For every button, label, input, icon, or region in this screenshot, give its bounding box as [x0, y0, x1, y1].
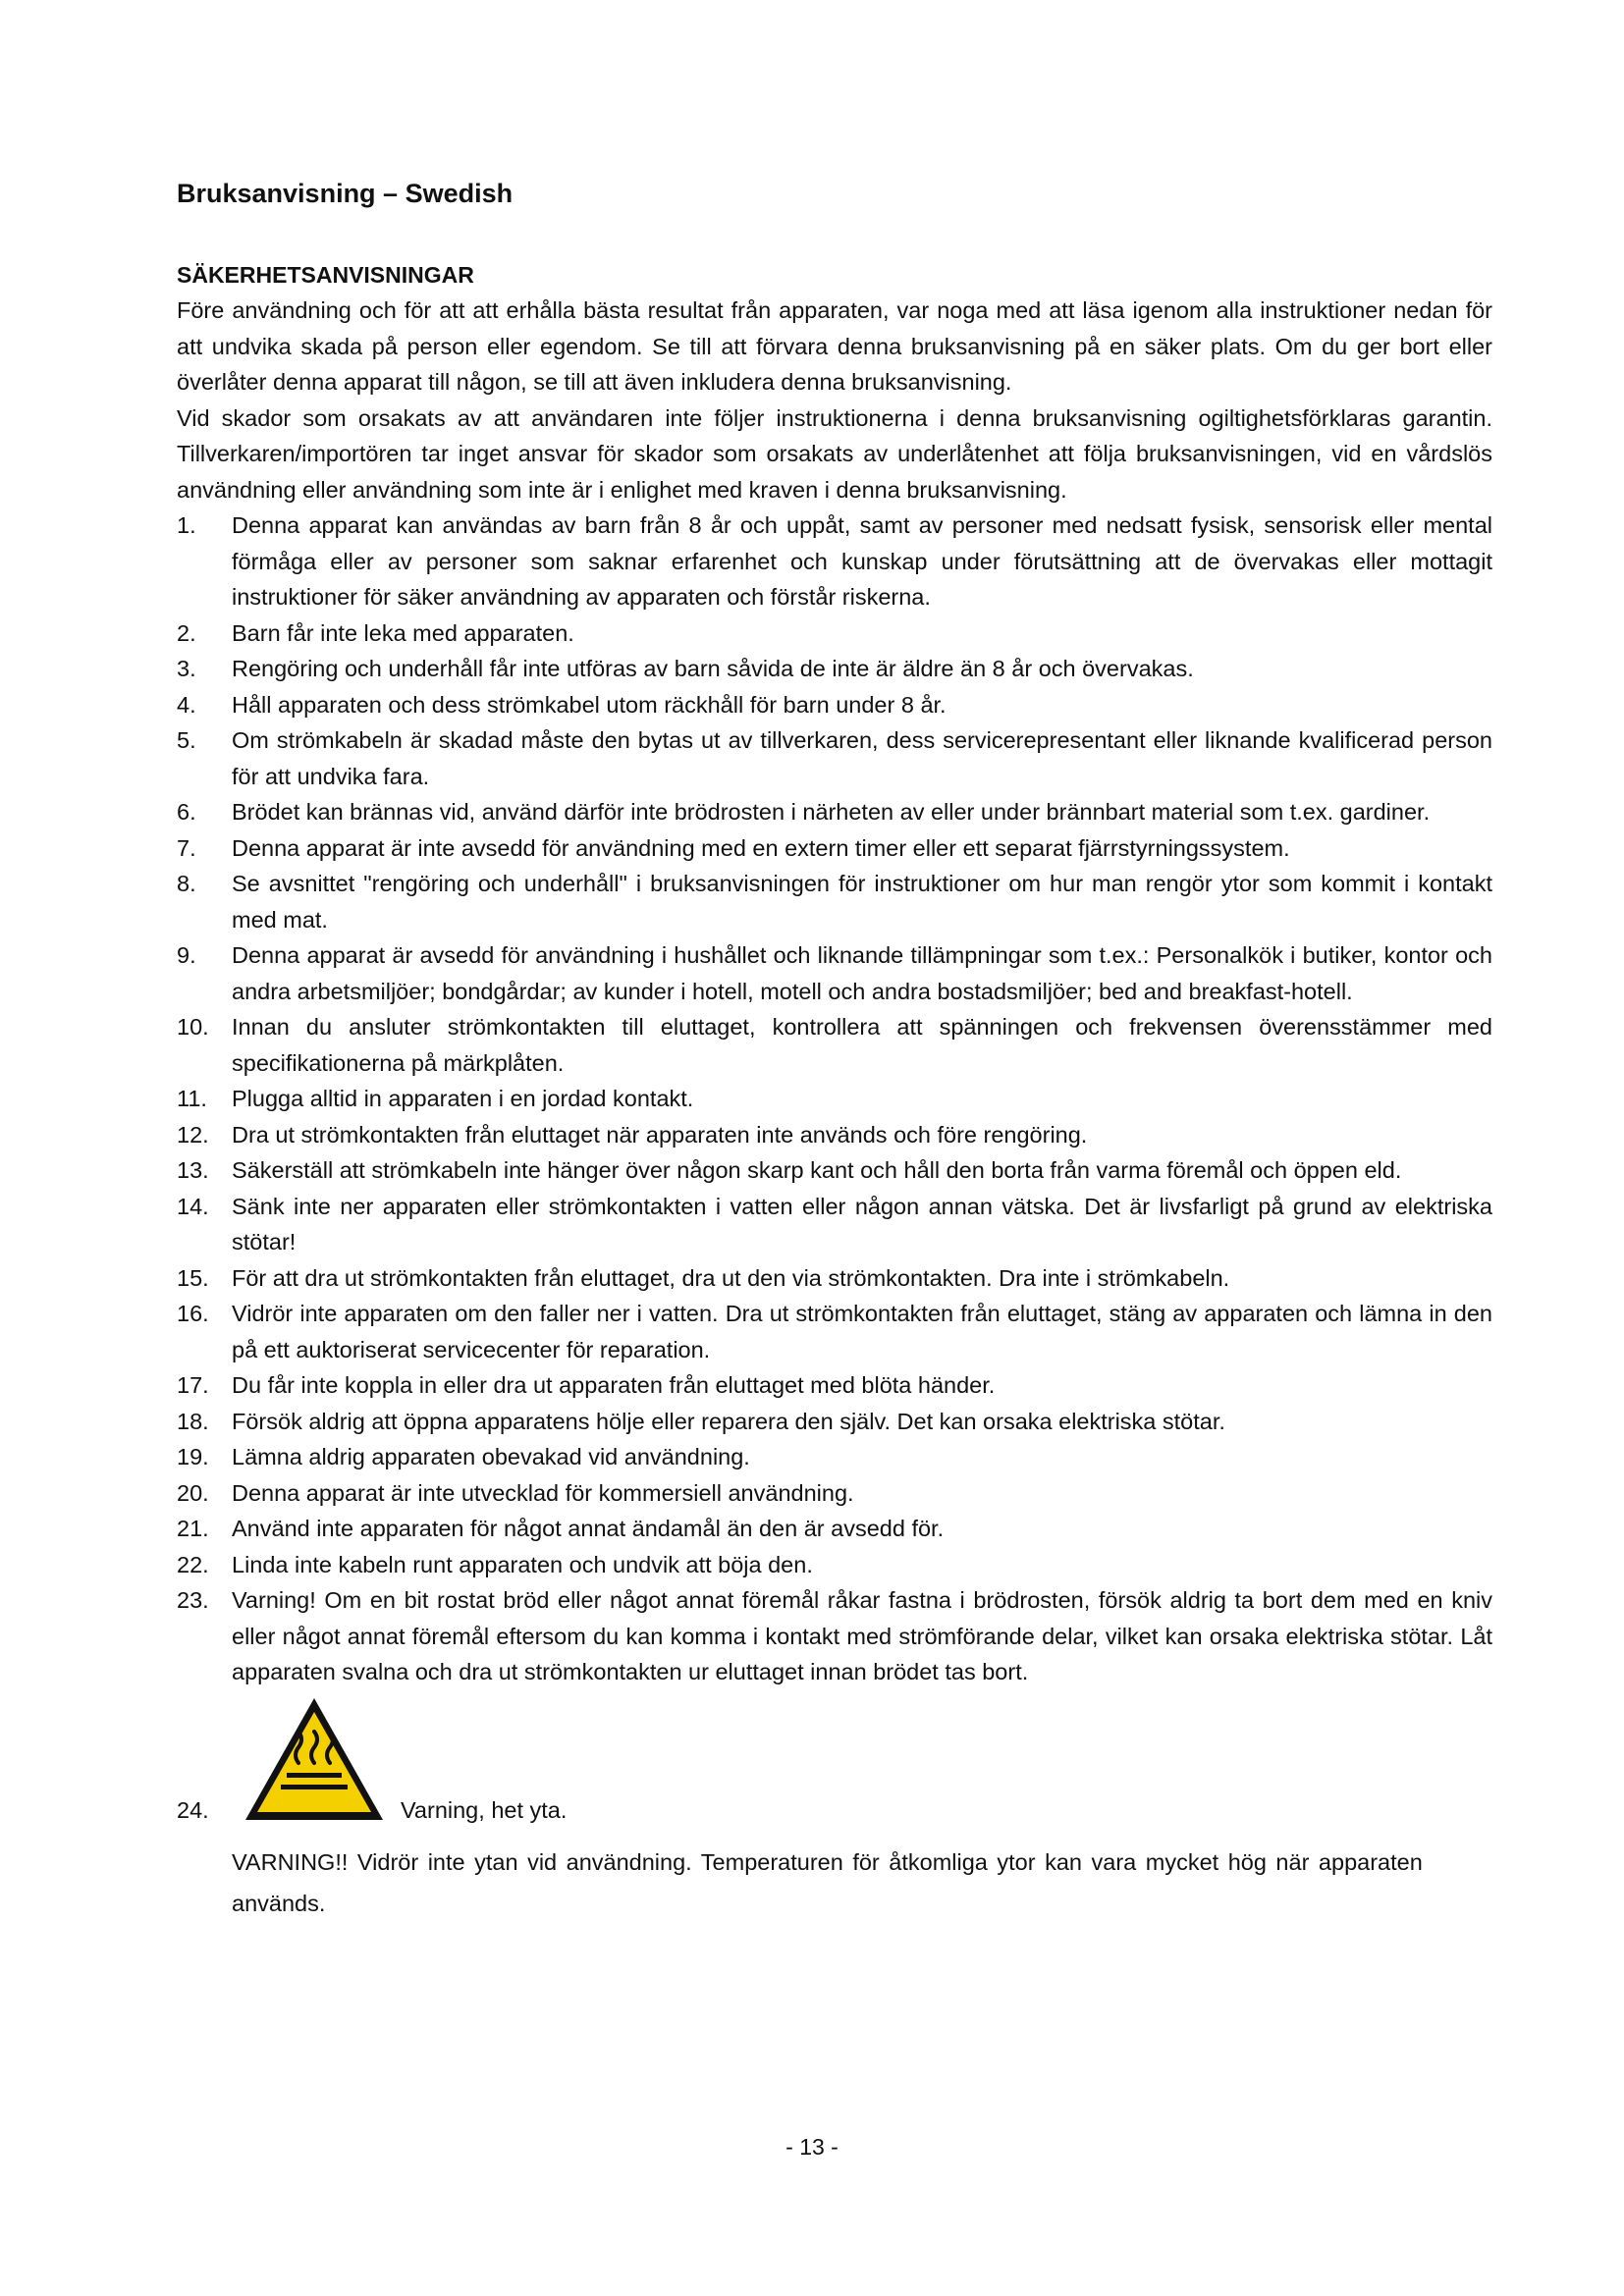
list-item-text: Barn får inte leka med apparaten. — [232, 619, 574, 646]
list-item-text: Säkerställ att strömkabeln inte hänger över någon skarp kant och håll den borta från varma föremål och öppen eld. — [232, 1157, 1402, 1183]
list-item-text: Lämna aldrig apparaten obevakad vid användning. — [232, 1444, 750, 1469]
list-item-number: 16. — [177, 1301, 209, 1326]
list-item-number: 13. — [177, 1157, 209, 1183]
list-item-text: Brödet kan brännas vid, använd därför inte brödrosten i närheten av eller under brännbart material som t.ex. gardiner. — [232, 799, 1431, 825]
list-item — [177, 866, 1492, 937]
section-heading: SÄKERHETSANVISNINGAR — [177, 262, 474, 288]
list-item-text: Rengöring och underhåll får inte utföras av barn såvida de inte är äldre än 8 år och övervakas. — [232, 656, 1194, 681]
list-item-text: Försök aldrig att öppna apparatens hölje eller reparera den själv. Det kan orsaka elektriska stötar. — [232, 1408, 1225, 1434]
warranty-paragraph: Vid skador som orsakats av att användaren inte följer instruktionerna i denna bruksanvisning ogiltighetsförklaras garantin. Tillverkaren/importören tar inget ansvar för skador som orsakats av underlåtenhet att följa bruksanvisningen, vid en vårdslös användning eller användning som inte är i enlighet med kraven i denna bruksanvisning. — [177, 404, 1492, 503]
list-item-text: Du får inte koppla in eller dra ut apparaten från eluttaget med blöta händer. — [232, 1372, 996, 1398]
list-item — [177, 507, 1492, 615]
list-item — [177, 830, 1492, 867]
list-item-number: 8. — [177, 871, 196, 896]
list-item — [177, 1296, 1492, 1367]
list-item-text: Innan du ansluter strömkontakten till eluttaget, kontrollera att spänningen och frekvensen överensstämmer med specifikationerna på märkplåten. — [232, 1014, 1492, 1076]
list-item — [177, 1081, 1492, 1117]
list-item-text: Om strömkabeln är skadad måste den bytas ut av tillverkaren, dess servicerepresentant eller liknande kvalificerad person för att undvika fara. — [232, 727, 1492, 789]
hot-surface-item — [177, 1694, 1492, 1832]
list-item-number: 2. — [177, 619, 196, 646]
document-title: Bruksanvisning – Swedish — [177, 179, 514, 208]
list-item-text: Varning! Om en bit rostat bröd eller något annat föremål råkar fastna i brödrosten, försök aldrig ta bort dem med en kniv eller något annat föremål eftersom du kan komma i kontakt med strömförande delar, vilket kan orsaka elektriska stötar. Låt apparaten svalna och dra ut strömkontakten ur eluttaget innan brödet tas bort. — [232, 1587, 1492, 1684]
list-item — [177, 1009, 1492, 1081]
list-item — [177, 651, 1492, 687]
list-item-number: 9. — [177, 942, 196, 968]
list-item-number: 23. — [177, 1587, 209, 1613]
hot-surface-warning-icon — [242, 1694, 387, 1824]
list-item-text: För att dra ut strömkontakten från eluttaget, dra ut den via strömkontakten. Dra inte i strömkabeln. — [232, 1264, 1230, 1291]
list-item — [177, 794, 1492, 830]
list-item-text: Håll apparaten och dess strömkabel utom räckhåll för barn under 8 år. — [232, 691, 947, 718]
hot-surface-warning-text: VARNING!! Vidrör inte ytan vid användning. Temperaturen för åtkomliga ytor kan vara mycket hög när apparaten används. — [232, 1848, 1423, 1916]
list-item-number: 18. — [177, 1408, 209, 1434]
list-item-number: 15. — [177, 1264, 209, 1291]
list-item-number: 14. — [177, 1193, 209, 1219]
list-item — [177, 687, 1492, 723]
list-item-number: 19. — [177, 1444, 209, 1469]
list-item-text: Vidrör inte apparaten om den faller ner i vatten. Dra ut strömkontakten från eluttaget, stäng av apparaten och lämna in den på ett auktoriserat servicecenter för reparation. — [232, 1301, 1492, 1362]
intro-paragraph: Före användning och för att att erhålla bästa resultat från apparaten, var noga med att läsa igenom alla instruktioner nedan för att undvika skada på person eller egendom. Se till att förvara denna bruksanvisning på en säker plats. Om du ger bort eller överlåter denna apparat till någon, se till att även inkludera denna bruksanvisning. — [177, 297, 1492, 395]
list-item — [177, 1475, 1492, 1512]
list-item-number: 22. — [177, 1551, 209, 1577]
list-item — [177, 1152, 1492, 1189]
page-number: - 13 - — [785, 2134, 839, 2160]
list-item — [177, 1439, 1492, 1475]
list-item-text: Denna apparat är inte avsedd för användning med en extern timer eller ett separat fjärrstyrningssystem. — [232, 834, 1290, 861]
list-item-text: Se avsnittet "rengöring och underhåll" i bruksanvisningen för instruktioner om hur man rengör ytor som kommit i kontakt med mat. — [232, 871, 1492, 933]
list-item-number: 6. — [177, 799, 196, 825]
list-item-number: 11. — [177, 1086, 207, 1111]
list-item — [177, 1189, 1492, 1260]
list-item-text: Denna apparat är avsedd för användning i hushållet och liknande tillämpningar som t.ex.: Personalkök i butiker, kontor och andra arbetsmiljöer; bondgårdar; av kunder i hotell, motell och andra bostadsmiljöer; bed and breakfast-hotell. — [232, 942, 1492, 1004]
warning-caption: Varning, het yta. — [401, 1796, 568, 1823]
list-item — [177, 1117, 1492, 1153]
list-item — [177, 1260, 1492, 1297]
list-item — [177, 722, 1492, 794]
list-item — [177, 1582, 1492, 1690]
list-item-number: 7. — [177, 834, 196, 861]
list-item-text: Plugga alltid in apparaten i en jordad kontakt. — [232, 1086, 694, 1111]
list-item — [177, 1547, 1492, 1583]
list-item-number: 3. — [177, 656, 196, 681]
list-item-number: 20. — [177, 1479, 209, 1506]
list-item-text: Dra ut strömkontakten från eluttaget när apparaten inte används och före rengöring. — [232, 1121, 1088, 1148]
list-item-number: 17. — [177, 1372, 209, 1398]
list-item-number: 12. — [177, 1121, 209, 1148]
list-item — [177, 1367, 1492, 1404]
list-item-number: 1. — [177, 512, 196, 538]
list-item-number: 21. — [177, 1516, 209, 1541]
list-item-text: Använd inte apparaten för något annat ändamål än den är avsedd för. — [232, 1516, 945, 1541]
list-item-text: Denna apparat är inte utvecklad för kommersiell användning. — [232, 1479, 854, 1506]
list-item-text: Denna apparat kan användas av barn från 8 år och uppåt, samt av personer med nedsatt fysisk, sensorisk eller mental förmåga eller av personer som saknar erfarenhet och kunskap under förutsättning att de övervakas eller mottagit instruktioner för säker användning av apparaten och förstår riskerna. — [232, 512, 1492, 610]
list-item — [177, 1511, 1492, 1547]
list-item — [177, 615, 1492, 652]
safety-instructions-list — [177, 507, 1492, 1690]
list-item-number: 10. — [177, 1014, 209, 1040]
document-page — [177, 167, 1492, 1924]
list-item-text: Linda inte kabeln runt apparaten och undvik att böja den. — [232, 1551, 813, 1577]
list-item-number: 24. — [177, 1796, 209, 1823]
list-item — [177, 937, 1492, 1009]
list-item-number: 5. — [177, 727, 196, 753]
list-item-number: 4. — [177, 691, 196, 718]
list-item-text: Sänk inte ner apparaten eller strömkontakten i vatten eller någon annan vätska. Det är livsfarligt på grund av elektriska stötar! — [232, 1193, 1492, 1255]
list-item — [177, 1404, 1492, 1440]
